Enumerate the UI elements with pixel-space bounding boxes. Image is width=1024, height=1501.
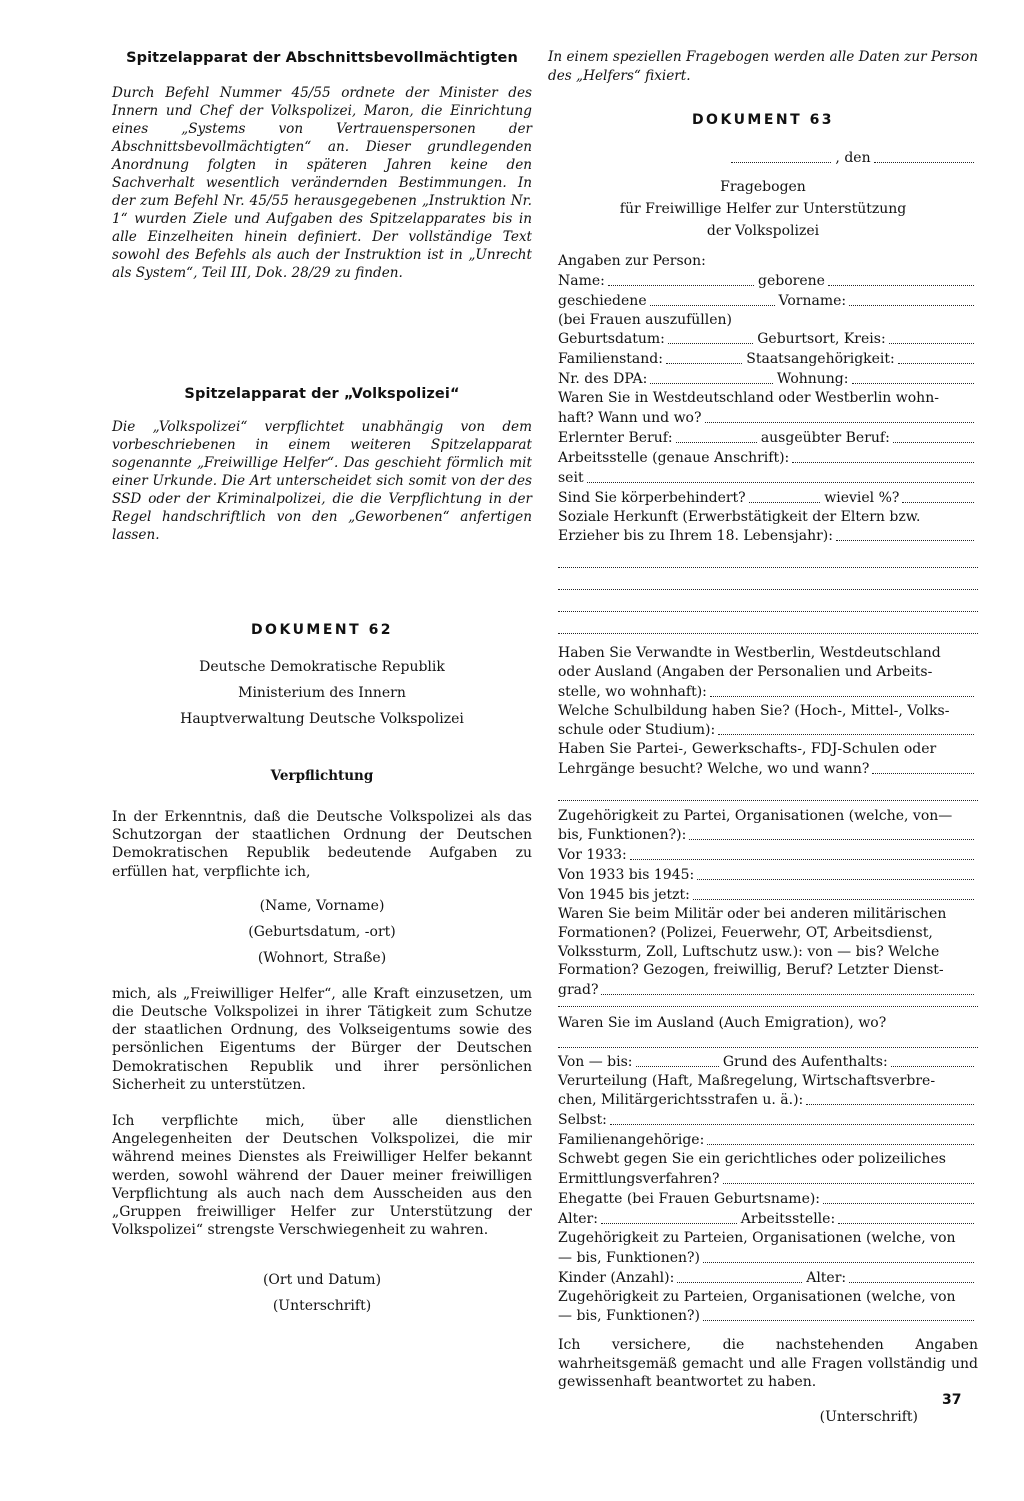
spouse-age-row bbox=[558, 1209, 978, 1229]
divorced-label: geschiedene bbox=[558, 292, 647, 309]
title-line: Fragebogen bbox=[720, 179, 806, 195]
spouse-membership-row bbox=[558, 1248, 978, 1268]
left-column bbox=[112, 0, 532, 1319]
section-text-volkspolizei: Die „Volkspolizei“ verpflichtet unabhängig von dem vorbeschriebenen in einem weiteren Spitzelapparat sogenannte „Freiwillige Helfer“. Das geschieht förmlich mit einer Urkunde. Die Art unterscheidet sich somit von der des SSD oder der Kriminalpolizei, die die Verpflichtung in der Regel handschriftlich von den „Geworbenen“ anfertigen lassen. bbox=[112, 419, 532, 543]
dpa-label: Nr. des DPA: bbox=[558, 371, 648, 388]
citizenship-label: Staatsangehörigkeit: bbox=[746, 351, 895, 368]
page-number: 37 bbox=[942, 1392, 962, 1408]
reason-blank bbox=[891, 1052, 974, 1067]
1933-1945-blank bbox=[697, 865, 974, 880]
right-column bbox=[548, 0, 978, 1426]
signature-fields bbox=[112, 1267, 532, 1319]
field-name: (Name, Vorname) bbox=[259, 897, 385, 914]
percent-label: wieviel %? bbox=[824, 489, 900, 506]
self-label: Selbst: bbox=[558, 1112, 607, 1129]
title-line: der Volkspolizei bbox=[706, 223, 820, 239]
personal-info-label: Angaben zur Person: bbox=[558, 253, 706, 269]
residence-blank bbox=[852, 369, 975, 384]
birth-date-blank bbox=[668, 329, 753, 344]
practiced-profession-label: ausgeübter Beruf: bbox=[760, 429, 890, 446]
percent-blank bbox=[902, 488, 974, 503]
intro-text: In einem speziellen Fragebogen werden alle Daten zur Person des „Helfers“ fixiert. bbox=[548, 49, 978, 84]
questionnaire-title bbox=[548, 176, 978, 242]
military-question: Waren Sie beim Militär oder bei anderen militärischen bbox=[558, 906, 947, 923]
stay-row bbox=[558, 1052, 978, 1072]
before-1933-blank bbox=[630, 845, 974, 860]
questionnaire-form bbox=[548, 252, 978, 1426]
children-membership-row bbox=[558, 1306, 978, 1326]
children-membership-cont: — bis, Funktionen?) bbox=[558, 1308, 701, 1325]
education-question-cont: schule oder Studium): bbox=[558, 722, 716, 739]
schools-blank bbox=[872, 759, 974, 774]
family-row bbox=[558, 349, 978, 369]
name-blank bbox=[608, 271, 754, 286]
from-to-blank bbox=[636, 1052, 719, 1067]
military-question: Formation? Gezogen, freiwillig, Beruf? Letzter Dienst- bbox=[558, 962, 944, 979]
date-separator: , den bbox=[835, 150, 871, 166]
investigation-question: Schwebt gegen Sie ein gerichtliches oder polizeiliches bbox=[558, 1151, 946, 1168]
learned-profession-label: Erlernter Beruf: bbox=[558, 429, 673, 446]
family-members-blank bbox=[707, 1130, 974, 1145]
children-label: Kinder (Anzahl): bbox=[558, 1269, 675, 1286]
from-to-label: Von — bis: bbox=[558, 1053, 633, 1070]
conviction-question: Verurteilung (Haft, Maßregelung, Wirtschaftsverbre- bbox=[558, 1072, 936, 1089]
membership-question: Zugehörigkeit zu Partei, Organisationen (welche, von— bbox=[558, 807, 953, 824]
1933-1945-label: Von 1933 bis 1945: bbox=[558, 867, 695, 884]
section-text-abv: Durch Befehl Nummer 45/55 ordnete der Minister des Innern und Chef der Volkspolizei, Maron, die Einrichtung eines „Systems von Vertrauenspersonen der Abschnittsbevollmächtigten“ an. Dieser grundlegenden Anordnung folgten in späteren Jahren keine den Sachverhalt wesentlich verändernden Bestimmungen. In der zum Befehl Nr. 45/55 herausgegebenen „Instruktion Nr. 1“ wurden Ziele und Aufgaben des Spitzelapparates bis in alle Einzelheiten hinein definiert. Der vollständige Text sowohl des Befehls als auch der Instruktion ist in „Unrecht als System“, Teil III, Dok. 28/29 zu finden. bbox=[112, 85, 532, 281]
profession-row bbox=[558, 428, 978, 448]
abroad-row bbox=[558, 1013, 978, 1033]
investigation-row bbox=[558, 1169, 978, 1189]
blank-line bbox=[558, 1000, 978, 1007]
verpflichtung-paragraph-2: mich, als „Freiwilliger Helfer“, alle Kraft einzusetzen, um die Deutsche Volkspolizei in ihrer Tätigkeit zum Schutze der staatlichen Ordnung, des Volkseigentums sowie des persönlichen Eigentums der Bürger der Deutschen Demokratischen Republik und ihrer persönlichen Sicherheit zu unterstützen. bbox=[112, 985, 532, 1093]
children-membership-question: Zugehörigkeit zu Parteien, Organisationen (welche, von bbox=[558, 1288, 956, 1305]
conviction-blank bbox=[806, 1090, 974, 1105]
maiden-name-blank bbox=[828, 271, 974, 286]
origin-row bbox=[558, 526, 978, 546]
first-name-blank bbox=[849, 291, 974, 306]
schools-question-cont: Lehrgänge besucht? Welche, wo und wann? bbox=[558, 760, 870, 777]
disability-label: Sind Sie körperbehindert? bbox=[558, 489, 746, 506]
date-line bbox=[728, 148, 978, 168]
since-blank bbox=[587, 468, 974, 483]
section-heading-volkspolizei: Spitzelapparat der „Volkspolizei“ bbox=[184, 386, 460, 402]
investigation-blank bbox=[723, 1169, 974, 1184]
military-question-cont: grad? bbox=[558, 981, 599, 998]
header-line: Ministerium des Innern bbox=[238, 685, 406, 701]
blank-line bbox=[558, 1033, 978, 1048]
education-question: Welche Schulbildung haben Sie? (Hoch-, Mittel-, Volks- bbox=[558, 702, 950, 719]
field-birth: (Geburtsdatum, -ort) bbox=[248, 923, 396, 940]
origin-blank bbox=[836, 526, 974, 541]
reason-label: Grund des Aufenthalts: bbox=[722, 1053, 888, 1070]
relatives-question: oder Ausland (Angaben der Personalien und Arbeits- bbox=[558, 663, 933, 680]
first-name-label: Vorname: bbox=[778, 292, 847, 309]
field-signature: (Unterschrift) bbox=[272, 1298, 372, 1315]
schools-question: Haben Sie Partei-, Gewerkschafts-, FDJ-Schulen oder bbox=[558, 741, 937, 758]
membership-row bbox=[558, 825, 978, 845]
workplace-row bbox=[558, 448, 978, 468]
spouse-row bbox=[558, 1189, 978, 1209]
conviction-row bbox=[558, 1090, 978, 1110]
signature-label: (Unterschrift) bbox=[819, 1408, 918, 1425]
relatives-row bbox=[558, 682, 978, 702]
personal-fields bbox=[112, 893, 532, 971]
document-62-header bbox=[112, 654, 532, 732]
membership-blank bbox=[689, 825, 974, 840]
education-blank bbox=[718, 720, 974, 735]
family-members-label: Familienangehörige: bbox=[558, 1132, 705, 1149]
military-blank bbox=[601, 980, 974, 995]
children-blank bbox=[677, 1268, 802, 1283]
birth-date-label: Geburtsdatum: bbox=[558, 331, 665, 348]
west-blank bbox=[705, 408, 975, 423]
military-row bbox=[558, 980, 978, 1000]
age-blank bbox=[601, 1209, 737, 1224]
dpa-blank bbox=[650, 369, 773, 384]
workplace-label: Arbeitsstelle (genaue Anschrift): bbox=[558, 449, 790, 466]
west-question: Waren Sie in Westdeutschland oder Westberlin wohn- bbox=[558, 390, 939, 407]
dpa-row bbox=[558, 369, 978, 389]
practiced-profession-blank bbox=[893, 428, 974, 443]
blank-line bbox=[558, 568, 978, 590]
blank-line bbox=[558, 779, 978, 801]
spouse-membership-blank bbox=[703, 1248, 974, 1263]
citizenship-blank bbox=[898, 349, 974, 364]
section-heading-abv: Spitzelapparat der Abschnittsbevollmächtigten bbox=[126, 50, 518, 66]
title-line: für Freiwillige Helfer zur Unterstützung bbox=[619, 201, 907, 217]
children-membership-blank bbox=[703, 1306, 974, 1321]
blank-line bbox=[558, 546, 978, 568]
document-62-label: DOKUMENT 62 bbox=[250, 622, 394, 638]
since-label: seit bbox=[558, 469, 584, 486]
before-1933-row bbox=[558, 845, 978, 865]
document-62-title: Verpflichtung bbox=[270, 768, 374, 784]
age-label: Alter: bbox=[558, 1210, 598, 1227]
name-row bbox=[558, 271, 978, 291]
1945-now-row bbox=[558, 885, 978, 905]
women-note: (bei Frauen auszufüllen) bbox=[558, 311, 733, 328]
birth-place-label: Geburtsort, Kreis: bbox=[757, 331, 886, 348]
1945-now-label: Von 1945 bis jetzt: bbox=[558, 887, 690, 904]
spouse-label: Ehegatte (bei Frauen Geburtsname): bbox=[558, 1190, 821, 1207]
disability-row bbox=[558, 488, 978, 508]
spouse-workplace-label: Arbeitsstelle: bbox=[740, 1210, 836, 1227]
header-line: Deutsche Demokratische Republik bbox=[199, 659, 445, 675]
military-question: Formationen? (Polizei, Feuerwehr, OT, Arbeitsdienst, bbox=[558, 924, 933, 941]
field-address: (Wohnort, Straße) bbox=[257, 949, 387, 966]
disability-blank bbox=[749, 488, 821, 503]
relatives-blank bbox=[710, 682, 974, 697]
learned-profession-blank bbox=[676, 428, 757, 443]
spouse-blank bbox=[823, 1189, 974, 1204]
verpflichtung-paragraph-1: In der Erkenntnis, daß die Deutsche Volkspolizei als das Schutzorgan der staatlichen Ordnung der Deutschen Demokratischen Republik bedeutende Aufgaben zu erfüllen hat, verpflichte ich, bbox=[112, 809, 532, 880]
origin-question: Soziale Herkunft (Erwerbstätigkeit der Eltern bzw. bbox=[558, 508, 921, 525]
children-age-blank bbox=[849, 1268, 974, 1283]
1933-1945-row bbox=[558, 865, 978, 885]
before-1933-label: Vor 1933: bbox=[558, 847, 627, 864]
conviction-question-cont: chen, Militärgerichtsstrafen u. ä.): bbox=[558, 1092, 804, 1109]
birth-place-blank bbox=[889, 329, 974, 344]
divorced-row bbox=[558, 291, 978, 311]
residence-label: Wohnung: bbox=[776, 371, 849, 388]
schools-row bbox=[558, 759, 978, 779]
verpflichtung-paragraph-3: Ich verpflichte mich, über alle dienstlichen Angelegenheiten der Deutschen Volkspolizei, die mir während meines Dienstes als Freiwilliger Helfer bekannt werden, sowohl während der Dauer meiner freiwilligen Verpflichtung als auch nach dem Ausscheiden aus den „Gruppen freiwilliger Helfer zur Unterstützung der Volkspolizei“ strengste Verschwiegenheit zu wahren. bbox=[112, 1113, 532, 1239]
name-label: Name: bbox=[558, 272, 605, 289]
abroad-question: Waren Sie im Ausland (Auch Emigration), wo? bbox=[558, 1014, 887, 1031]
west-row bbox=[558, 408, 978, 428]
children-row bbox=[558, 1268, 978, 1288]
west-question-cont: haft? Wann und wo? bbox=[558, 409, 702, 426]
spouse-membership-question: Zugehörigkeit zu Parteien, Organisationen (welche, von bbox=[558, 1229, 956, 1246]
birth-row bbox=[558, 329, 978, 349]
relatives-question-cont: stelle, wo wohnhaft): bbox=[558, 683, 707, 700]
document-63-label: DOKUMENT 63 bbox=[691, 112, 835, 128]
since-row bbox=[558, 468, 978, 488]
spouse-workplace-blank bbox=[838, 1209, 974, 1224]
maiden-name-label: geborene bbox=[757, 272, 825, 289]
place-blank bbox=[731, 148, 831, 163]
marital-status-label: Familienstand: bbox=[558, 351, 663, 368]
workplace-blank bbox=[792, 448, 974, 463]
relatives-conv-row bbox=[558, 1130, 978, 1150]
blank-line bbox=[558, 590, 978, 612]
header-line: Hauptverwaltung Deutsche Volkspolizei bbox=[180, 711, 464, 727]
military-question: Volkssturm, Zoll, Luftschutz usw.): von — bis? Welche bbox=[558, 943, 940, 960]
1945-now-blank bbox=[693, 885, 974, 900]
date-blank bbox=[874, 148, 974, 163]
children-age-label: Alter: bbox=[806, 1269, 847, 1286]
investigation-question-cont: Ermittlungsverfahren? bbox=[558, 1170, 720, 1187]
spouse-membership-cont: — bis, Funktionen?) bbox=[558, 1249, 701, 1266]
origin-question-cont: Erzieher bis zu Ihrem 18. Lebensjahr): bbox=[558, 528, 833, 545]
blank-line bbox=[558, 612, 978, 634]
marital-status-blank bbox=[666, 349, 742, 364]
divorced-blank bbox=[650, 291, 775, 306]
education-row bbox=[558, 720, 978, 740]
field-place-date: (Ort und Datum) bbox=[262, 1272, 382, 1289]
relatives-question: Haben Sie Verwandte in Westberlin, Westdeutschland bbox=[558, 645, 941, 662]
membership-question-cont: bis, Funktionen?): bbox=[558, 827, 687, 844]
self-blank bbox=[610, 1110, 974, 1125]
self-row bbox=[558, 1110, 978, 1130]
declaration-text: Ich versichere, die nachstehenden Angaben wahrheitsgemäß gemacht und alle Fragen vollständig und gewissenhaft beantwortet zu haben. bbox=[558, 1337, 978, 1391]
